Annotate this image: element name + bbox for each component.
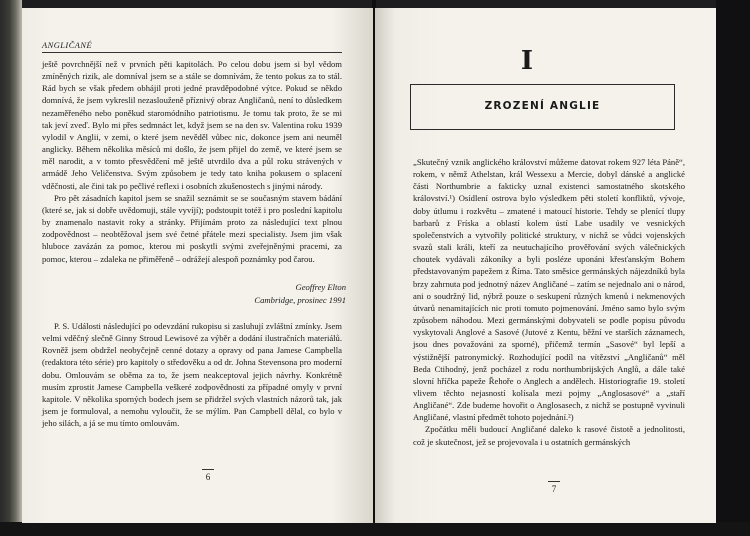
right-folio-rule [548,481,560,482]
right-page-number: 7 [551,484,557,494]
signature-place-date: Cambridge, prosinec 1991 [254,295,346,305]
left-page-number: 6 [205,472,211,482]
left-folio-rule [202,469,214,470]
left-paragraph-2: Pro pět zásadních kapitol jsem se snažil seznámit se se současným stavem bádání (které se, jak si dobře uvědomuji, stále vyvíjí); podstoupit totéž i pro poslední kapitolu by znamenalo nastavit roky a stránky. Přijímám proto za následující text plnou zodpovědnost – neobtěžoval jsem své četné přátele mezi specialisty. Jsem jim však hluboce zavázán za pomoc, kterou mi poskytli svými zveřejněnými pracemi, za pomoc, kterou – zdaleka ne přiměřeně – odrážejí alespoň poznámky pod čarou. [42,192,342,264]
running-head-rule [42,52,342,53]
right-page-body [413,156,685,448]
chapter-number: I [520,46,534,76]
book-bottom-edge [0,522,750,536]
postscript-block [42,320,342,429]
postscript-paragraph: P. S. Události následující po odevzdání rukopisu si zasluhují zvláštní zmínky. Jsem velmi vděčný slečně Ginny Stroud Lewisové za výběr a dodání ilustračních materiálů. Rovněž jsem obdržel neobyčejně cenné dotazy a opravy od pana Jamese Campbella (redaktora této série) pro kapitoly o středověku a od dr. Johna Stevensona pro moderní dobu. Omlouvám se oběma za to, že jsem neakceptoval jejich návrhy. Konkrétně musím zprostit Jamese Campbella veškeré zodpovědnosti za případné omyly v první kapitole. V několika sporných bodech jsem se přidržel svých vlastních názorů tak, jak jsem je formuloval, a nemohu vyloučit, že se mýlím. Pan Campbell dělal, co bylo v jeho silách, a já se mu tímto omlouvám. [42,321,342,429]
running-head: ANGLIČANÉ [42,41,93,50]
right-paragraph-2: Zpočátku měli budoucí Angličané daleko k rasové čistotě a jednolitosti, což je skutečnost, jež se projevovala i u ostatních germánských [413,424,685,447]
book-right-cover [716,0,750,536]
left-paragraph-1: ještě povrchnější než v prvních pěti kapitolách. Po celou dobu jsem si byl vědom zmíněných rizik, ale domníval jsem se a stále se domnívám, že tento pokus za to stál. Rád bych se však předem obhájil proti jedné pravděpodobné výtce. Pokud se někdo domnívá, že jsem vykreslil nezaslouženě příznivý obraz Angličanů, není to důsledkem nezaměřeného nebo poněkud staromódního patriotismu. Je tomu tak proto, že se mi tak jeví zveď. Bylo mi přes sedmnáct let, když jsem se na den sv. Valentina roku 1939 vylodil v Anglii, v zemi, o které jsem nevěděl vůbec nic, dokonce jsem ani neuměl anglicky. Během několika měsíců mi došlo, že jsem přijel do země, ve které jsem se měl narodit, a v tomto přesvědčení mě ještě utvrdilo dva a půl roku strávených v armádě Jeho Veličenstva. Svým způsobem je tedy tato kniha pokusem o splacení vděčnosti, ale čini tak po pečlivé reflexi i osobních zkušenostech s jinými národy. [42,59,342,191]
book-left-edge [0,0,22,536]
left-page-body [42,58,342,265]
right-paragraph-1: „Skutečný vznik anglického království můžeme datovat rokem 927 léta Páně“, rokem, v němž Athelstan, král Wessexu a Mercie, dobyl dánské a anglické části Northumbrie a fakticky uznal existenci samostatného skotského království.¹) Osídlení ostrova bylo výsledkem pěti století konfliktů, vývoje, doby útlumu i rozkvětu – zmatené i matoucí historie. Tehdy se plenící tlupy barbarů z Fríska a oblastí kolem ústí Labe usadily ve vesnických společenstvích a vytvořily politické struktury, v nichž se vůdci vojenských svazů stali králi, kteří za neutuchajícího prověřování svých válečnických choutek vydávali zákoníky a byli posléze uponáni křesťanským Bohem představovaným papežem z Říma. Tato směsice germánských nájezdníků byla brzy zahrnuta pod jednotný název Angličané – zatím se nejednalo ani o národ, ani o soudržný lid, nýbrž pouze o seskupení různých kmenů i nekmenových útvarů nenamitajících nic proti tomuto pojmenování. Jméno samo bylo svým způsobem náhodou. Mezi germánskými dobyvateli se podle popisu původu vyskytovali Anglové a Sasové (Jutové z Kentu, běžní ve starších záznamech, jsou dnes považováni za sporné), přičemž termín „Sasové“ byl lepší a výstižnější patronymický. Rozhodující podíl na vítězství „Angličanů“ měl Beda Ctihodný, jenž pocházel z rodu northumbrijských Anglů, a dále také slovní hříčka papeže Řehoře o Anglech a andělech. Historiografie 19. století vlivem těchto nejasností kolísala mezi pojmy „Anglosasové“ a „staří Angličané“. Zde budeme hovořit o Anglosasech, z nichž se postupně vyvinuli Angličané, vlastní předmět tohoto pojednání.²) [413,157,685,423]
chapter-title: ZROZENÍ ANGLIE [484,100,601,112]
author-signature: Geoffrey Elton [295,282,346,292]
